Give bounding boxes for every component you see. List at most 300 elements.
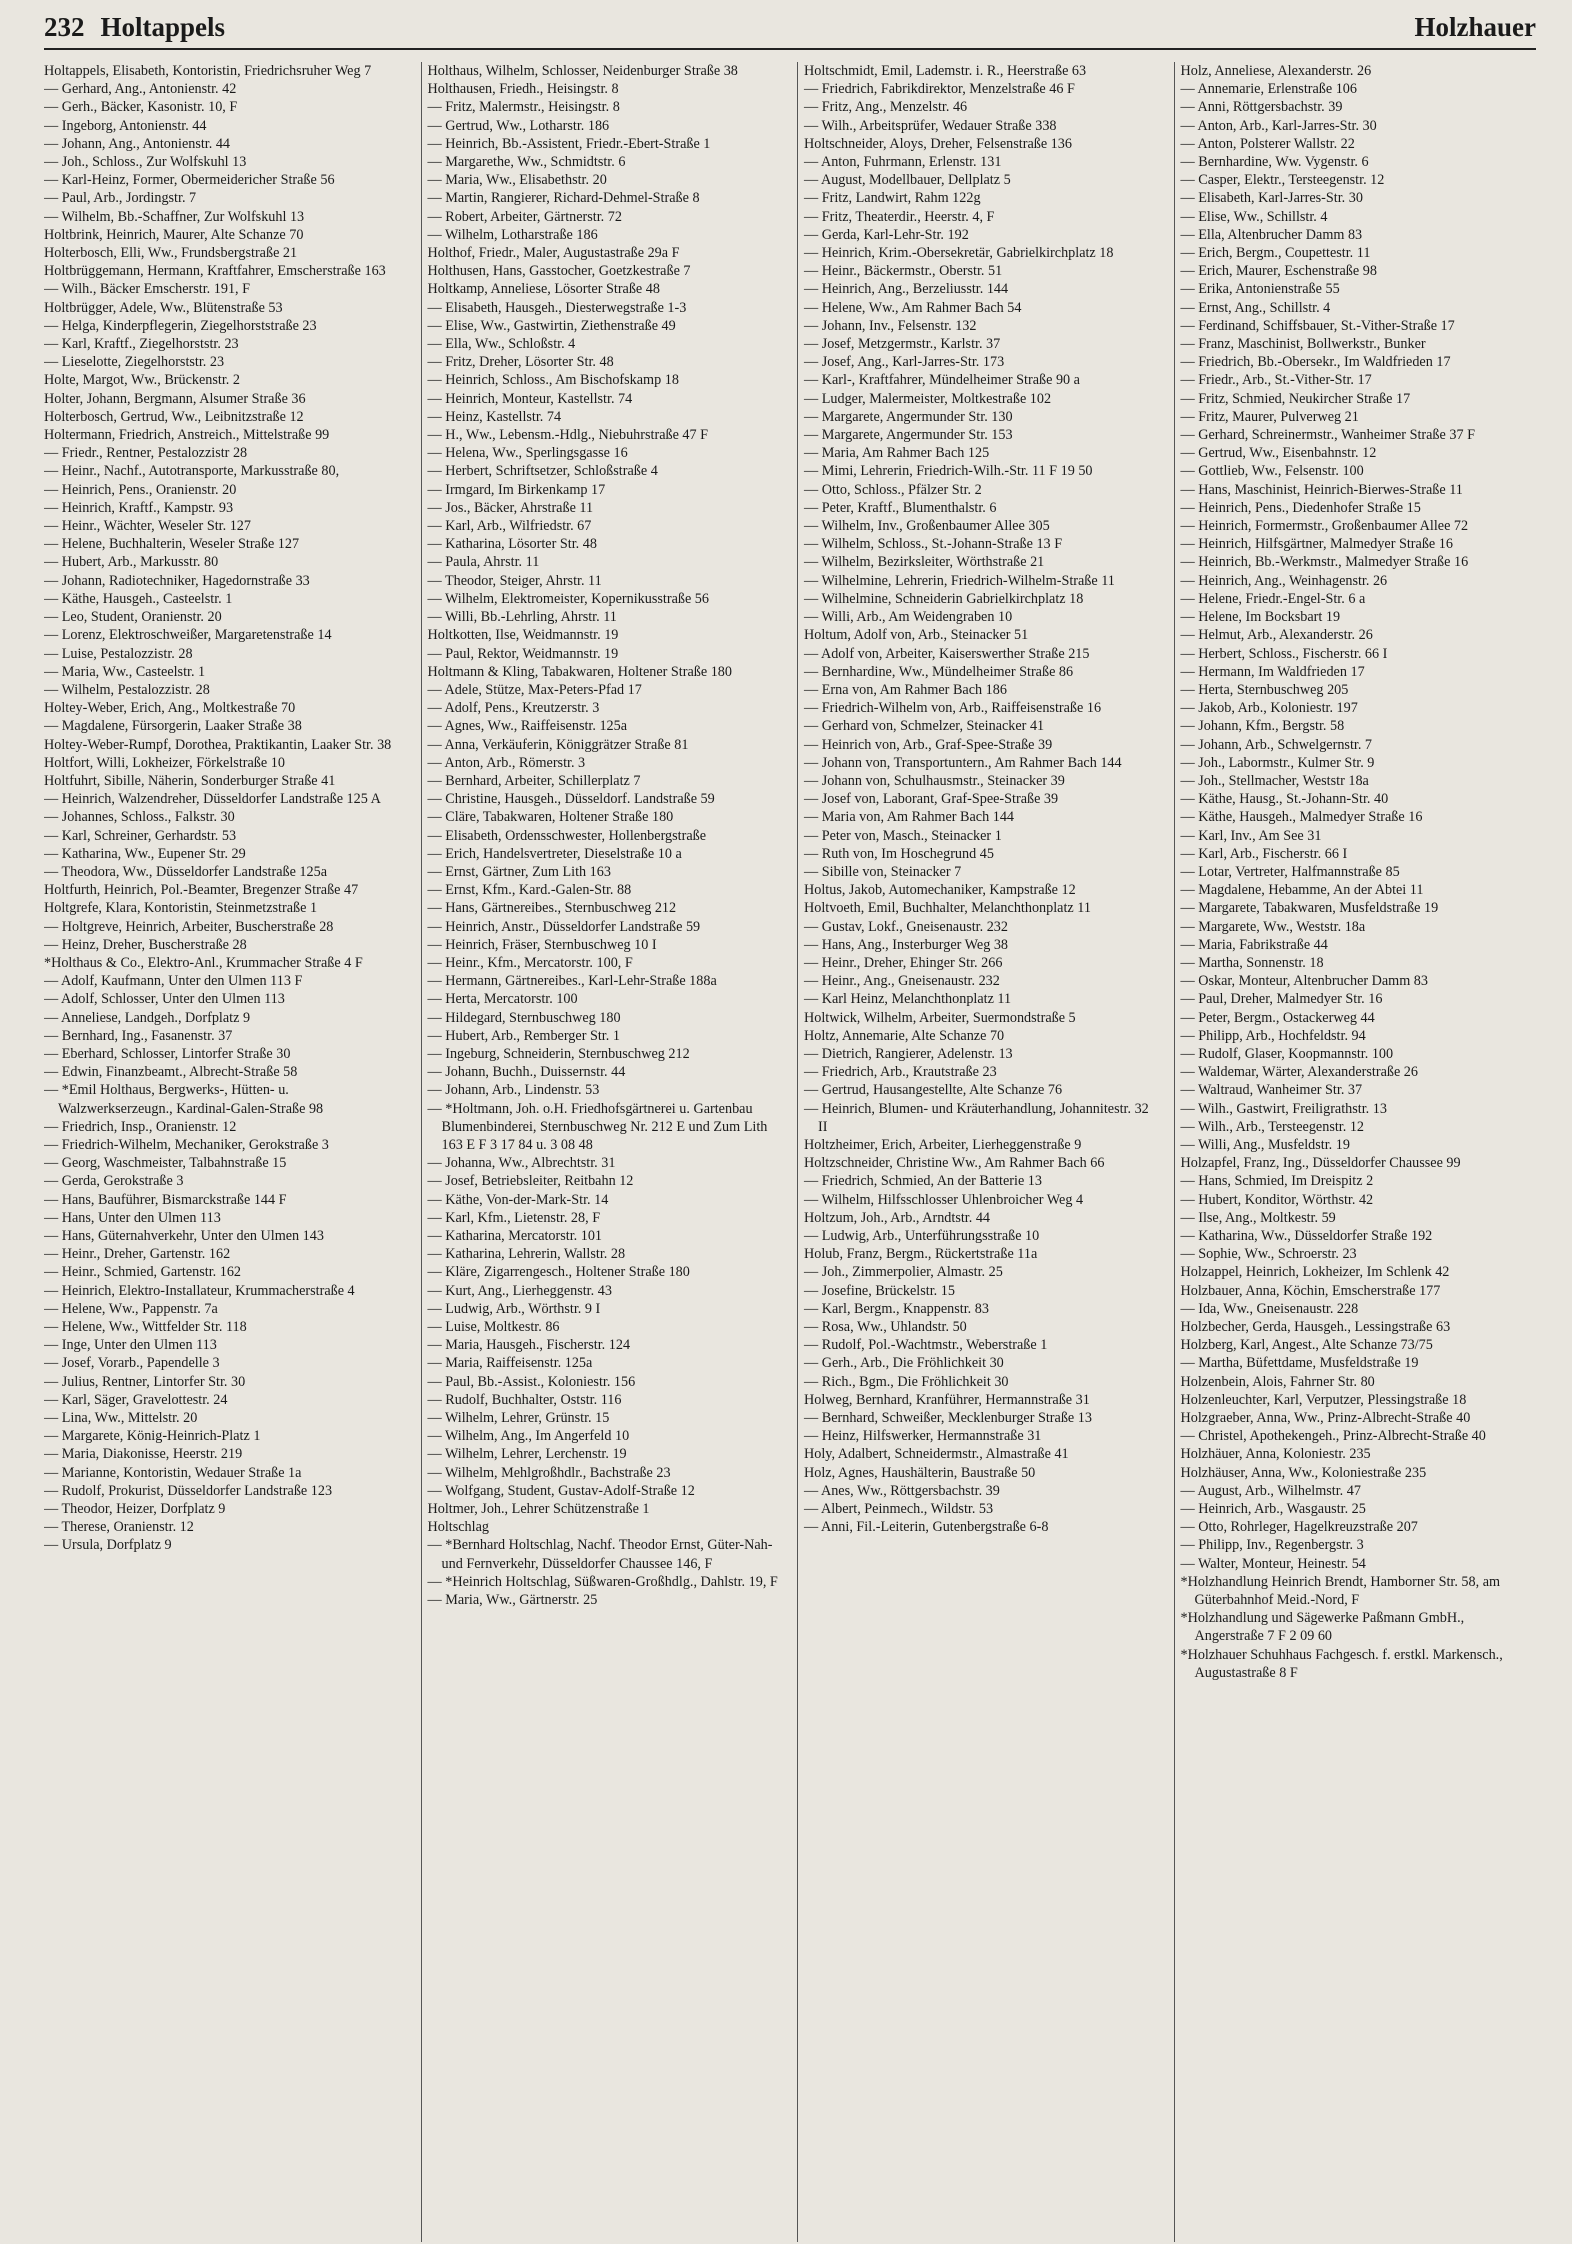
- column-2: [421, 62, 784, 2242]
- directory-entry: Holtkamp, Anneliese, Lösorter Straße 48: [427, 281, 660, 298]
- directory-entry: — *Bernhard Holtschlag, Nachf. Theodor Ernst, Güter-Nah- und Fernverkehr, Düsseldorfer Chaussee 146, F: [427, 1537, 773, 1572]
- directory-entry: — Georg, Waschmeister, Talbahnstraße 15: [44, 1155, 287, 1172]
- directory-entry: — Heinrich, Kraftf., Kampstr. 93: [44, 499, 234, 516]
- directory-entry: Holub, Franz, Bergm., Rückertstraße 11a: [804, 1246, 1038, 1263]
- directory-entry: — Wilhelm, Bezirksleiter, Wörthstraße 21: [804, 554, 1045, 571]
- directory-entry: — Herta, Mercatorstr. 100: [427, 991, 578, 1008]
- directory-entry: — Margarete, Tabakwaren, Musfeldstraße 19: [1180, 900, 1439, 917]
- directory-entry: Holte, Margot, Ww., Brückenstr. 2: [44, 372, 240, 389]
- directory-entry: — Katharina, Lösorter Str. 48: [427, 536, 597, 553]
- directory-entry: — H., Ww., Lebensm.-Hdlg., Niebuhrstraße 47 F: [427, 427, 709, 444]
- directory-entry: — Heinrich, Krim.-Obersekretär, Gabrielkirchplatz 18: [804, 245, 1114, 262]
- directory-entry: — Philipp, Arb., Hochfeldstr. 94: [1180, 1027, 1366, 1044]
- directory-entry: — Cläre, Tabakwaren, Holtener Straße 180: [427, 809, 674, 826]
- directory-entry: — Heinr., Dreher, Ehinger Str. 266: [804, 954, 1003, 971]
- directory-entry: — Adolf, Pens., Kreutzerstr. 3: [427, 700, 600, 717]
- directory-entry: — Peter, Kraftf., Blumenthalstr. 6: [804, 499, 997, 516]
- directory-entry: — Wilhelm, Inv., Großenbaumer Allee 305: [804, 518, 1050, 535]
- directory-entry: — *Emil Holthaus, Bergwerks-, Hütten- u. Walzwerkserzeugn., Kardinal-Galen-Straße 98: [44, 1082, 324, 1117]
- directory-entry: — Wilhelm, Bb.-Schaffner, Zur Wolfskuhl 13: [44, 208, 305, 225]
- directory-entry: — Gerh., Arb., Die Fröhlichkeit 30: [804, 1355, 1004, 1372]
- directory-entry: — Heinrich, Formermstr., Großenbaumer Allee 72: [1180, 518, 1469, 535]
- directory-entry: — Helene, Ww., Pappenstr. 7a: [44, 1300, 218, 1317]
- header-left: [44, 12, 241, 43]
- directory-entry: — Maria, Ww., Gärtnerstr. 25: [427, 1592, 598, 1609]
- directory-entry: — Johann, Buchh., Duissernstr. 44: [427, 1064, 626, 1081]
- directory-entry: — Katharina, Mercatorstr. 101: [427, 1228, 603, 1244]
- directory-entry: — Ludger, Malermeister, Moltkestraße 102: [804, 390, 1052, 407]
- directory-entry: — Johann, Ang., Antonienstr. 44: [44, 135, 231, 152]
- directory-entry: — Josef, Metzgermstr., Karlstr. 37: [804, 336, 1001, 353]
- directory-entry: — Karl, Schreiner, Gerhardstr. 53: [44, 827, 237, 844]
- directory-entry: — Anes, Ww., Röttgersbachstr. 39: [804, 1482, 1000, 1499]
- directory-entry: — Wilh., Gastwirt, Freiligrathstr. 13: [1180, 1100, 1387, 1117]
- directory-entry: — Agnes, Ww., Raiffeisenstr. 125a: [427, 718, 628, 735]
- directory-entry: Holthaus, Wilhelm, Schlosser, Neidenburger Straße 38: [427, 63, 738, 79]
- directory-entry: — Joh., Stellmacher, Weststr 18a: [1180, 772, 1369, 789]
- directory-entry: Holtkotten, Ilse, Weidmannstr. 19: [427, 627, 619, 644]
- directory-entry: Holthof, Friedr., Maler, Augustastraße 29a F: [427, 245, 680, 262]
- directory-entry: Holtfurth, Heinrich, Pol.-Beamter, Bregenzer Straße 47: [44, 882, 359, 899]
- directory-entry: Holzenleuchter, Karl, Verputzer, Plessingstraße 18: [1180, 1391, 1467, 1408]
- directory-entry: — Käthe, Hausgeh., Malmedyer Straße 16: [1180, 809, 1423, 826]
- directory-entry: — Kläre, Zigarrengesch., Holtener Straße 180: [427, 1264, 690, 1281]
- directory-entry: Holzberg, Karl, Angest., Alte Schanze 73/75: [1180, 1337, 1433, 1354]
- directory-entry: — Casper, Elektr., Tersteegenstr. 12: [1180, 172, 1385, 189]
- directory-entry: — Hubert, Arb., Markusstr. 80: [44, 554, 219, 571]
- directory-entry: — Elise, Ww., Gastwirtin, Ziethenstraße 49: [427, 317, 676, 334]
- directory-entry: — Martha, Sonnenstr. 18: [1180, 954, 1324, 971]
- directory-entry: Holtschmidt, Emil, Lademstr. i. R., Heerstraße 63: [804, 63, 1087, 79]
- directory-entry: — Edwin, Finanzbeamt., Albrecht-Straße 58: [44, 1064, 298, 1081]
- directory-entry: — Jakob, Arb., Koloniestr. 197: [1180, 700, 1358, 717]
- directory-entry: — Anton, Arb., Römerstr. 3: [427, 754, 586, 771]
- directory-entry: Holterbosch, Gertrud, Ww., Leibnitzstraße 12: [44, 408, 304, 425]
- directory-entry: — Waldemar, Wärter, Alexanderstraße 26: [1180, 1064, 1418, 1081]
- directory-entry: — Dietrich, Rangierer, Adelenstr. 13: [804, 1045, 1013, 1062]
- directory-entry: — Wilhelmine, Lehrerin, Friedrich-Wilhelm-Straße 11: [804, 572, 1115, 589]
- directory-entry: Holy, Adalbert, Schneidermstr., Almastraße 41: [804, 1446, 1069, 1463]
- directory-entry: — Hans, Bauführer, Bismarckstraße 144 F: [44, 1191, 287, 1208]
- directory-entry: — Anni, Röttgersbachstr. 39: [1180, 99, 1343, 116]
- directory-entry: — Rich., Bgm., Die Fröhlichkeit 30: [804, 1373, 1009, 1390]
- directory-entry: — Joh., Zimmerpolier, Almastr. 25: [804, 1264, 1003, 1281]
- directory-entry: — Helena, Ww., Sperlingsgasse 16: [427, 445, 628, 462]
- column-1: [44, 62, 407, 2242]
- directory-entry: — Heinrich, Schloss., Am Bischofskamp 18: [427, 372, 679, 389]
- directory-entry: — Josef, Vorarb., Papendelle 3: [44, 1355, 220, 1372]
- directory-entry: — Gerda, Gerokstraße 3: [44, 1173, 184, 1190]
- directory-entry: Holzhäuer, Anna, Koloniestr. 235: [1180, 1446, 1371, 1463]
- directory-entry: — Lotar, Vertreter, Halfmannstraße 85: [1180, 863, 1400, 880]
- directory-entry: — Erich, Bergm., Coupettestr. 11: [1180, 245, 1371, 262]
- directory-entry: — Adolf von, Arbeiter, Kaiserswerther Straße 215: [804, 645, 1090, 662]
- directory-entry: Holter, Johann, Bergmann, Alsumer Straße 36: [44, 390, 306, 407]
- directory-entry: Holzbecher, Gerda, Hausgeh., Lessingstraße 63: [1180, 1319, 1451, 1336]
- directory-entry: Holtus, Jakob, Automechaniker, Kampstraße 12: [804, 882, 1076, 899]
- directory-entry: — Heinrich, Elektro-Installateur, Krummacherstraße 4: [44, 1282, 355, 1299]
- directory-entry: — *Holtmann, Joh. o.H. Friedhofsgärtnerei u. Gartenbau Blumenbinderei, Sternbuschweg Nr. 212 E und Zum Lith 163 E F 3 17 84 u. 3 08 48: [427, 1100, 768, 1153]
- directory-entry: Holtfuhrt, Sibille, Näherin, Sonderburger Straße 41: [44, 772, 336, 789]
- directory-entry: — Eberhard, Schlosser, Lintorfer Straße 30: [44, 1045, 291, 1062]
- directory-entry: — Fritz, Landwirt, Rahm 122g: [804, 190, 981, 207]
- directory-entry: — Heinrich, Arb., Wasgaustr. 25: [1180, 1501, 1366, 1518]
- directory-entry: — Bernhard, Schweißer, Mecklenburger Straße 13: [804, 1410, 1092, 1427]
- directory-entry: — Karl, Inv., Am See 31: [1180, 827, 1322, 844]
- directory-entry: Holtbrink, Heinrich, Maurer, Alte Schanze 70: [44, 226, 304, 243]
- directory-entry: — Anna, Verkäuferin, Königgrätzer Straße 81: [427, 736, 689, 753]
- directory-entry: Holtmann & Kling, Tabakwaren, Holtener Straße 180: [427, 663, 732, 680]
- directory-entry: — Heinrich, Fräser, Sternbuschweg 10 I: [427, 936, 657, 953]
- directory-entry: — Karl, Arb., Fischerstr. 66 I: [1180, 845, 1348, 862]
- directory-entry: — Elisabeth, Hausgeh., Diesterwegstraße 1-3: [427, 299, 687, 316]
- directory-entry: — Friedrich, Fabrikdirektor, Menzelstraße 46 F: [804, 81, 1075, 98]
- directory-entry: Holtmer, Joh., Lehrer Schützenstraße 1: [427, 1501, 650, 1518]
- directory-entry: — Rudolf, Pol.-Wachtmstr., Weberstraße 1: [804, 1337, 1048, 1354]
- directory-entry: Holz, Anneliese, Alexanderstr. 26: [1180, 63, 1372, 79]
- directory-entry: — Wilhelm, Hilfsschlosser Uhlenbroicher Weg 4: [804, 1191, 1084, 1208]
- directory-entry: — Adolf, Kaufmann, Unter den Ulmen 113 F: [44, 973, 303, 990]
- directory-entry: — Luise, Pestalozzistr. 28: [44, 645, 193, 662]
- directory-entry: — Josef, Betriebsleiter, Reitbahn 12: [427, 1173, 634, 1190]
- directory-entry: — Katharina, Ww., Eupener Str. 29: [44, 845, 246, 862]
- directory-entry: — Hans, Güternahverkehr, Unter den Ulmen 143: [44, 1228, 324, 1244]
- directory-entry: Holtey-Weber, Erich, Ang., Moltkestraße 70: [44, 700, 296, 717]
- directory-entry: — Ernst, Ang., Schillstr. 4: [1180, 299, 1331, 316]
- directory-entry: — Magdalene, Fürsorgerin, Laaker Straße 38: [44, 718, 302, 735]
- directory-entry: — Erich, Maurer, Eschenstraße 98: [1180, 263, 1377, 280]
- directory-entry: — Rudolf, Prokurist, Düsseldorfer Landstraße 123: [44, 1482, 333, 1499]
- directory-entry: — Sibille von, Steinacker 7: [804, 863, 962, 880]
- directory-entry: — Friedrich, Insp., Oranienstr. 12: [44, 1118, 237, 1135]
- directory-entry: — Adolf, Schlosser, Unter den Ulmen 113: [44, 991, 285, 1008]
- directory-entry: — Ernst, Kfm., Kard.-Galen-Str. 88: [427, 882, 632, 899]
- directory-entry: — Bernhard, Ing., Fasanenstr. 37: [44, 1027, 233, 1044]
- directory-entry: — Willi, Ang., Musfeldstr. 19: [1180, 1136, 1350, 1153]
- directory-entry: — Hans, Unter den Ulmen 113: [44, 1209, 221, 1226]
- directory-entry: — Margarete, Ww., Weststr. 18a: [1180, 918, 1366, 935]
- directory-entry: — Heinr., Dreher, Gartenstr. 162: [44, 1246, 231, 1263]
- directory-entry: — Wilhelm, Mehlgroßhdlr., Bachstraße 23: [427, 1464, 671, 1481]
- directory-entry: — Friedrich, Schmied, An der Batterie 13: [804, 1173, 1042, 1190]
- directory-entry: — Wilhelm, Lotharstraße 186: [427, 226, 598, 243]
- directory-entry: — Wilhelmine, Schneiderin Gabrielkirchplatz 18: [804, 590, 1084, 607]
- directory-entry: — Heinrich, Blumen- und Kräuterhandlung, Johannitestr. 32 II: [804, 1100, 1149, 1135]
- directory-entry: — Adele, Stütze, Max-Peters-Pfad 17: [427, 681, 642, 698]
- directory-entry: — Herbert, Schloss., Fischerstr. 66 I: [1180, 645, 1388, 662]
- directory-entry: — Johann, Arb., Lindenstr. 53: [427, 1082, 600, 1099]
- directory-entry: Holtz, Annemarie, Alte Schanze 70: [804, 1027, 1005, 1044]
- directory-entry: — Maria, Ww., Elisabethstr. 20: [427, 172, 607, 189]
- directory-entry: — Joh., Schloss., Zur Wolfskuhl 13: [44, 154, 247, 171]
- directory-entry: Holtschlag: [427, 1519, 489, 1536]
- directory-entry: — Erna von, Am Rahmer Bach 186: [804, 681, 1007, 698]
- directory-entry: — Willi, Bb.-Lehrling, Ahrstr. 11: [427, 609, 617, 626]
- directory-entry: — Wilhelm, Schloss., St.-Johann-Straße 13 F: [804, 536, 1063, 553]
- directory-entry: — Maria, Hausgeh., Fischerstr. 124: [427, 1337, 631, 1354]
- directory-entry: Holtzheimer, Erich, Arbeiter, Lierheggenstraße 9: [804, 1136, 1082, 1153]
- directory-entry: — Johann von, Schulhausmstr., Steinacker 39: [804, 772, 1065, 789]
- directory-entry: — Anton, Polsterer Wallstr. 22: [1180, 135, 1355, 152]
- directory-entry: Holzhäuser, Anna, Ww., Koloniestraße 235: [1180, 1464, 1427, 1481]
- directory-entry: — Karl-Heinz, Former, Obermeidericher Straße 56: [44, 172, 335, 189]
- directory-entry: — Heinz, Kastellstr. 74: [427, 408, 562, 425]
- directory-entry: — Lorenz, Elektroschweißer, Margaretenstraße 14: [44, 627, 332, 644]
- directory-entry: — Fritz, Maurer, Pulverweg 21: [1180, 408, 1359, 425]
- directory-entry: — Heinr., Bäckermstr., Oberstr. 51: [804, 263, 1003, 280]
- directory-entry: — Johann, Kfm., Bergstr. 58: [1180, 718, 1345, 735]
- directory-entry: — Rudolf, Buchhalter, Oststr. 116: [427, 1391, 622, 1408]
- directory-entry: — Margarete, Angermunder Str. 130: [804, 408, 1013, 425]
- directory-entry: — Maria, Am Rahmer Bach 125: [804, 445, 990, 462]
- directory-entry: — Ursula, Dorfplatz 9: [44, 1537, 172, 1554]
- directory-entry: — Friedr., Rentner, Pestalozzistr 28: [44, 445, 248, 462]
- directory-entry: Holtbrüggemann, Hermann, Kraftfahrer, Emscherstraße 163: [44, 263, 386, 280]
- directory-entry: Holtfort, Willi, Lokheizer, Förkelstraße 10: [44, 754, 285, 771]
- directory-entry: — Fritz, Schmied, Neukircher Straße 17: [1180, 390, 1411, 407]
- directory-entry: — August, Modellbauer, Dellplatz 5: [804, 172, 1011, 189]
- directory-entry: — Wilhelm, Lehrer, Grünstr. 15: [427, 1410, 610, 1427]
- column-3: [797, 62, 1160, 2242]
- directory-entry: — Gertrud, Ww., Eisenbahnstr. 12: [1180, 445, 1377, 462]
- directory-entry: — Oskar, Monteur, Altenbrucher Damm 83: [1180, 973, 1428, 990]
- directory-entry: — Ferdinand, Schiffsbauer, St.-Vither-Straße 17: [1180, 317, 1455, 334]
- directory-entry: — Ilse, Ang., Moltkestr. 59: [1180, 1209, 1336, 1226]
- directory-entry: — Heinz, Hilfswerker, Hermannstraße 31: [804, 1428, 1042, 1445]
- directory-entry: — Heinrich, Ang., Berzeliusstr. 144: [804, 281, 1009, 298]
- directory-entry: — Bernhardine, Ww., Mündelheimer Straße 86: [804, 663, 1074, 680]
- directory-entry: — Karl-, Kraftfahrer, Mündelheimer Straße 90 a: [804, 372, 1080, 389]
- directory-entry: — Friedrich-Wilhelm von, Arb., Raiffeisenstraße 16: [804, 700, 1102, 717]
- directory-entry: — Katharina, Lehrerin, Wallstr. 28: [427, 1246, 626, 1263]
- directory-entry: — Peter von, Masch., Steinacker 1: [804, 827, 1002, 844]
- directory-entry: — Bernhardine, Ww. Vygenstr. 6: [1180, 154, 1369, 171]
- directory-entry: — Helene, Ww., Am Rahmer Bach 54: [804, 299, 1022, 316]
- directory-entry: — Sophie, Ww., Schroerstr. 23: [1180, 1246, 1357, 1263]
- directory-entry: — Karl, Kfm., Lietenstr. 28, F: [427, 1209, 601, 1226]
- directory-entry: Holweg, Bernhard, Kranführer, Hermannstraße 31: [804, 1391, 1090, 1408]
- directory-entry: Holtwick, Wilhelm, Arbeiter, Suermondstraße 5: [804, 1009, 1076, 1026]
- directory-entry: — Fritz, Theaterdir., Heerstr. 4, F: [804, 208, 995, 225]
- directory-entry: *Holzhandlung Heinrich Brendt, Hamborner Str. 58, am Güterbahnhof Meid.-Nord, F: [1180, 1573, 1501, 1609]
- directory-entry: — Julius, Rentner, Lintorfer Str. 30: [44, 1373, 246, 1390]
- directory-entry: — Gertrud, Ww., Lotharstr. 186: [427, 117, 610, 134]
- directory-entry: — Ingeborg, Antonienstr. 44: [44, 117, 207, 134]
- directory-entry: — Fritz, Ang., Menzelstr. 46: [804, 99, 968, 116]
- directory-entry: — Theodor, Heizer, Dorfplatz 9: [44, 1501, 226, 1518]
- directory-entry: — Heinrich, Bb.-Werkmstr., Malmedyer Straße 16: [1180, 554, 1469, 571]
- directory-entry: — Elisabeth, Karl-Jarres-Str. 30: [1180, 190, 1363, 207]
- directory-entry: — Anton, Arb., Karl-Jarres-Str. 30: [1180, 117, 1377, 134]
- directory-entry: — Heinr., Ang., Gneisenaustr. 232: [804, 973, 1000, 990]
- directory-entry: — Hans, Gärtnereibes., Sternbuschweg 212: [427, 900, 677, 917]
- directory-entry: — Käthe, Von-der-Mark-Str. 14: [427, 1191, 609, 1208]
- directory-entry: — Heinrich, Hilfsgärtner, Malmedyer Straße 16: [1180, 536, 1453, 553]
- directory-entry: — Willi, Arb., Am Weidengraben 10: [804, 609, 1013, 626]
- directory-entry: — Johanna, Ww., Albrechtstr. 31: [427, 1155, 616, 1172]
- directory-entry: — Heinrich, Ang., Weinhagenstr. 26: [1180, 572, 1388, 589]
- directory-entry: — Josefine, Brückelstr. 15: [804, 1282, 955, 1299]
- directory-entry: — Helene, Buchhalterin, Weseler Straße 127: [44, 536, 300, 553]
- directory-entry: — Paul, Rektor, Weidmannstr. 19: [427, 645, 619, 662]
- directory-entry: — Anneliese, Landgeh., Dorfplatz 9: [44, 1009, 251, 1026]
- directory-entry: — Hans, Maschinist, Heinrich-Bierwes-Straße 11: [1180, 481, 1463, 498]
- directory-entry: — Heinr., Schmied, Gartenstr. 162: [44, 1264, 242, 1281]
- directory-entry: Holtzum, Joh., Arb., Arndtstr. 44: [804, 1209, 991, 1226]
- directory-entry: — Anni, Fil.-Leiterin, Gutenbergstraße 6-8: [804, 1519, 1049, 1536]
- directory-entry: — Karl, Bergm., Knappenstr. 83: [804, 1300, 989, 1317]
- directory-entry: — Hans, Ang., Insterburger Weg 38: [804, 936, 1009, 953]
- directory-entry: — Paul, Bb.-Assist., Koloniestr. 156: [427, 1373, 636, 1390]
- directory-entry: — Hildegard, Sternbuschweg 180: [427, 1009, 621, 1026]
- directory-entry: — Erich, Handelsvertreter, Dieselstraße 10 a: [427, 845, 682, 862]
- directory-entry: — Katharina, Ww., Düsseldorfer Straße 192: [1180, 1228, 1433, 1244]
- directory-entry: — Maria, Ww., Casteelstr. 1: [44, 663, 206, 680]
- directory-entry: — Ruth von, Im Hoschegrund 45: [804, 845, 994, 862]
- directory-entry: — Marianne, Kontoristin, Wedauer Straße 1a: [44, 1464, 302, 1481]
- directory-entry: — Helene, Im Bocksbart 19: [1180, 609, 1341, 626]
- directory-entry: — Helene, Friedr.-Engel-Str. 6 a: [1180, 590, 1366, 607]
- directory-entry: — Wilh., Arbeitsprüfer, Wedauer Straße 338: [804, 117, 1057, 134]
- directory-entry: — Gertrud, Hausangestellte, Alte Schanze 76: [804, 1082, 1063, 1099]
- directory-entry: — Hermann, Gärtnereibes., Karl-Lehr-Straße 188a: [427, 973, 717, 990]
- directory-entry: — Paula, Ahrstr. 11: [427, 554, 540, 571]
- directory-entry: — Hubert, Arb., Remberger Str. 1: [427, 1027, 620, 1044]
- directory-entry: — Wilhelm, Lehrer, Lerchenstr. 19: [427, 1446, 627, 1463]
- directory-entry: — Wilhelm, Pestalozzistr. 28: [44, 681, 210, 698]
- page-right-title: Holzhauer: [1414, 12, 1536, 42]
- directory-columns: [44, 62, 1536, 2242]
- directory-entry: — Irmgard, Im Birkenkamp 17: [427, 481, 606, 498]
- directory-entry: — Josef, Ang., Karl-Jarres-Str. 173: [804, 354, 1005, 371]
- directory-entry: — Johann, Radiotechniker, Hagedornstraße 33: [44, 572, 310, 589]
- directory-entry: — August, Arb., Wilhelmstr. 47: [1180, 1482, 1361, 1499]
- directory-entry: — Hans, Schmied, Im Dreispitz 2: [1180, 1173, 1374, 1190]
- directory-entry: — Friedrich-Wilhelm, Mechaniker, Gerokstraße 3: [44, 1136, 329, 1153]
- page-left-title: Holtappels: [100, 12, 226, 42]
- directory-entry: — Leo, Student, Oranienstr. 20: [44, 609, 222, 626]
- directory-entry: — Johann, Arb., Schwelgernstr. 7: [1180, 736, 1373, 753]
- directory-entry: — Christine, Hausgeh., Düsseldorf. Landstraße 59: [427, 791, 715, 808]
- directory-entry: — Lieselotte, Ziegelhorststr. 23: [44, 354, 225, 371]
- directory-entry: — Martha, Büfettdame, Musfeldstraße 19: [1180, 1355, 1419, 1372]
- directory-entry: — Theodor, Steiger, Ahrstr. 11: [427, 572, 602, 589]
- directory-entry: Holtermann, Friedrich, Anstreich., Mittelstraße 99: [44, 427, 330, 444]
- directory-entry: — Elisabeth, Ordensschwester, Hollenbergstraße: [427, 827, 707, 844]
- directory-entry: Holzappel, Heinrich, Lokheizer, Im Schlenk 42: [1180, 1264, 1450, 1281]
- directory-entry: — Paul, Arb., Jordingstr. 7: [44, 190, 197, 207]
- directory-entry: *Holzhauer Schuhhaus Fachgesch. f. erstkl. Markensch., Augustastraße 8 F: [1180, 1646, 1503, 1681]
- directory-entry: — Elise, Ww., Schillstr. 4: [1180, 208, 1328, 225]
- directory-entry: — Hubert, Konditor, Wörthstr. 42: [1180, 1191, 1374, 1208]
- directory-entry: — Therese, Oranienstr. 12: [44, 1519, 194, 1536]
- directory-entry: — Friedr., Arb., St.-Vither-Str. 17: [1180, 372, 1372, 389]
- directory-entry: — Christel, Apothekengeh., Prinz-Albrecht-Straße 40: [1180, 1428, 1486, 1445]
- column-4: [1174, 62, 1537, 2242]
- directory-entry: — Rosa, Ww., Uhlandstr. 50: [804, 1319, 967, 1336]
- directory-entry: — Erika, Antonienstraße 55: [1180, 281, 1340, 298]
- directory-entry: — Paul, Dreher, Malmedyer Str. 16: [1180, 991, 1383, 1008]
- directory-entry: — Ludwig, Arb., Wörthstr. 9 I: [427, 1300, 601, 1317]
- directory-entry: — Lina, Ww., Mittelstr. 20: [44, 1410, 198, 1427]
- directory-entry: — Annemarie, Erlenstraße 106: [1180, 81, 1357, 98]
- directory-entry: — Wilh., Bäcker Emscherstr. 191, F: [44, 281, 251, 298]
- directory-entry: — *Heinrich Holtschlag, Süßwaren-Großhdlg., Dahlstr. 19, F: [427, 1573, 778, 1590]
- directory-entry: — Luise, Moltkestr. 86: [427, 1319, 560, 1336]
- directory-entry: — Johann von, Transportuntern., Am Rahmer Bach 144: [804, 754, 1122, 771]
- directory-entry: — Heinrich, Bb.-Assistent, Friedr.-Ebert-Straße 1: [427, 135, 711, 152]
- directory-entry: — Hermann, Im Waldfrieden 17: [1180, 663, 1365, 680]
- directory-entry: Holzgraeber, Anna, Ww., Prinz-Albrecht-Straße 40: [1180, 1410, 1471, 1427]
- directory-entry: — Waltraud, Wanheimer Str. 37: [1180, 1082, 1363, 1099]
- directory-entry: Holtschneider, Aloys, Dreher, Felsenstraße 136: [804, 135, 1072, 152]
- directory-entry: — Gerh., Bäcker, Kasonistr. 10, F: [44, 99, 238, 116]
- directory-entry: — Karl, Kraftf., Ziegelhorststr. 23: [44, 336, 239, 353]
- directory-entry: — Helga, Kinderpflegerin, Ziegelhorststraße 23: [44, 317, 317, 334]
- directory-entry: Holtum, Adolf von, Arb., Steinacker 51: [804, 627, 1029, 644]
- directory-entry: — Friedrich, Bb.-Obersekr., Im Waldfrieden 17: [1180, 354, 1451, 371]
- directory-entry: — Gerhard, Ang., Antonienstr. 42: [44, 81, 237, 98]
- directory-entry: — Wilhelm, Ang., Im Angerfeld 10: [427, 1428, 630, 1445]
- directory-entry: — Fritz, Malermstr., Heisingstr. 8: [427, 99, 620, 116]
- directory-entry: Holzenbein, Alois, Fahrner Str. 80: [1180, 1373, 1375, 1390]
- directory-entry: — Mimi, Lehrerin, Friedrich-Wilh.-Str. 11 F 19 50: [804, 463, 1093, 480]
- directory-entry: — Gottlieb, Ww., Felsenstr. 100: [1180, 463, 1364, 480]
- directory-entry: Holtbrügger, Adele, Ww., Blütenstraße 53: [44, 299, 283, 316]
- directory-entry: — Magdalene, Hebamme, An der Abtei 11: [1180, 882, 1424, 899]
- directory-entry: Holthausen, Friedh., Heisingstr. 8: [427, 81, 619, 98]
- directory-entry: — Heinrich, Anstr., Düsseldorfer Landstraße 59: [427, 918, 701, 935]
- directory-entry: — Karl, Säger, Gravelottestr. 24: [44, 1391, 228, 1408]
- directory-entry: — Friedrich, Arb., Krautstraße 23: [804, 1064, 997, 1081]
- directory-entry: — Margarethe, Ww., Schmidtstr. 6: [427, 154, 626, 171]
- directory-entry: — Ingeburg, Schneiderin, Sternbuschweg 212: [427, 1045, 690, 1062]
- directory-entry: — Rudolf, Glaser, Koopmannstr. 100: [1180, 1045, 1394, 1062]
- directory-entry: — Wolfgang, Student, Gustav-Adolf-Straße 12: [427, 1482, 695, 1499]
- directory-entry: — Heinr., Nachf., Autotransporte, Markusstraße 80,: [44, 463, 340, 480]
- directory-entry: — Robert, Arbeiter, Gärtnerstr. 72: [427, 208, 622, 225]
- directory-entry: — Franz, Maschinist, Bollwerkstr., Bunker: [1180, 336, 1426, 353]
- directory-entry: — Jos., Bäcker, Ahrstraße 11: [427, 499, 594, 516]
- directory-entry: — Herbert, Schriftsetzer, Schloßstraße 4: [427, 463, 658, 480]
- directory-entry: Holthusen, Hans, Gasstocher, Goetzkestraße 7: [427, 263, 691, 280]
- directory-entry: Holzapfel, Franz, Ing., Düsseldorfer Chaussee 99: [1180, 1155, 1461, 1172]
- directory-entry: — Ludwig, Arb., Unterführungsstraße 10: [804, 1228, 1040, 1244]
- page-header: [44, 12, 1536, 50]
- directory-entry: Holtgrefe, Klara, Kontoristin, Steinmetzstraße 1: [44, 900, 318, 917]
- directory-entry: Holzbauer, Anna, Köchin, Emscherstraße 177: [1180, 1282, 1441, 1299]
- directory-entry: Holtey-Weber-Rumpf, Dorothea, Praktikantin, Laaker Str. 38: [44, 736, 392, 753]
- directory-entry: — Ella, Altenbrucher Damm 83: [1180, 226, 1363, 243]
- directory-entry: — Gustav, Lokf., Gneisenaustr. 232: [804, 918, 1008, 935]
- directory-entry: — Maria, Diakonisse, Heerstr. 219: [44, 1446, 243, 1463]
- directory-entry: — Heinrich, Walzendreher, Düsseldorfer Landstraße 125 A: [44, 791, 381, 808]
- directory-entry: — Helmut, Arb., Alexanderstr. 26: [1180, 627, 1373, 644]
- directory-entry: — Margarete, Angermunder Str. 153: [804, 427, 1013, 444]
- directory-entry: — Heinrich von, Arb., Graf-Spee-Straße 39: [804, 736, 1053, 753]
- directory-entry: — Holtgreve, Heinrich, Arbeiter, Buscherstraße 28: [44, 918, 334, 935]
- directory-entry: — Margarete, König-Heinrich-Platz 1: [44, 1428, 261, 1445]
- page-number: 232: [44, 12, 85, 42]
- directory-entry: — Heinrich, Pens., Oranienstr. 20: [44, 481, 237, 498]
- directory-entry: — Karl, Arb., Wilfriedstr. 67: [427, 518, 592, 535]
- directory-entry: Holtvoeth, Emil, Buchhalter, Melanchthonplatz 11: [804, 900, 1091, 917]
- directory-entry: — Wilh., Arb., Tersteegenstr. 12: [1180, 1118, 1365, 1135]
- directory-entry: — Ernst, Gärtner, Zum Lith 163: [427, 863, 611, 880]
- directory-entry: — Otto, Schloss., Pfälzer Str. 2: [804, 481, 982, 498]
- directory-entry: — Heinrich, Pens., Diedenhofer Straße 15: [1180, 499, 1421, 516]
- directory-entry: — Gerhard, Schreinermstr., Wanheimer Straße 37 F: [1180, 427, 1475, 444]
